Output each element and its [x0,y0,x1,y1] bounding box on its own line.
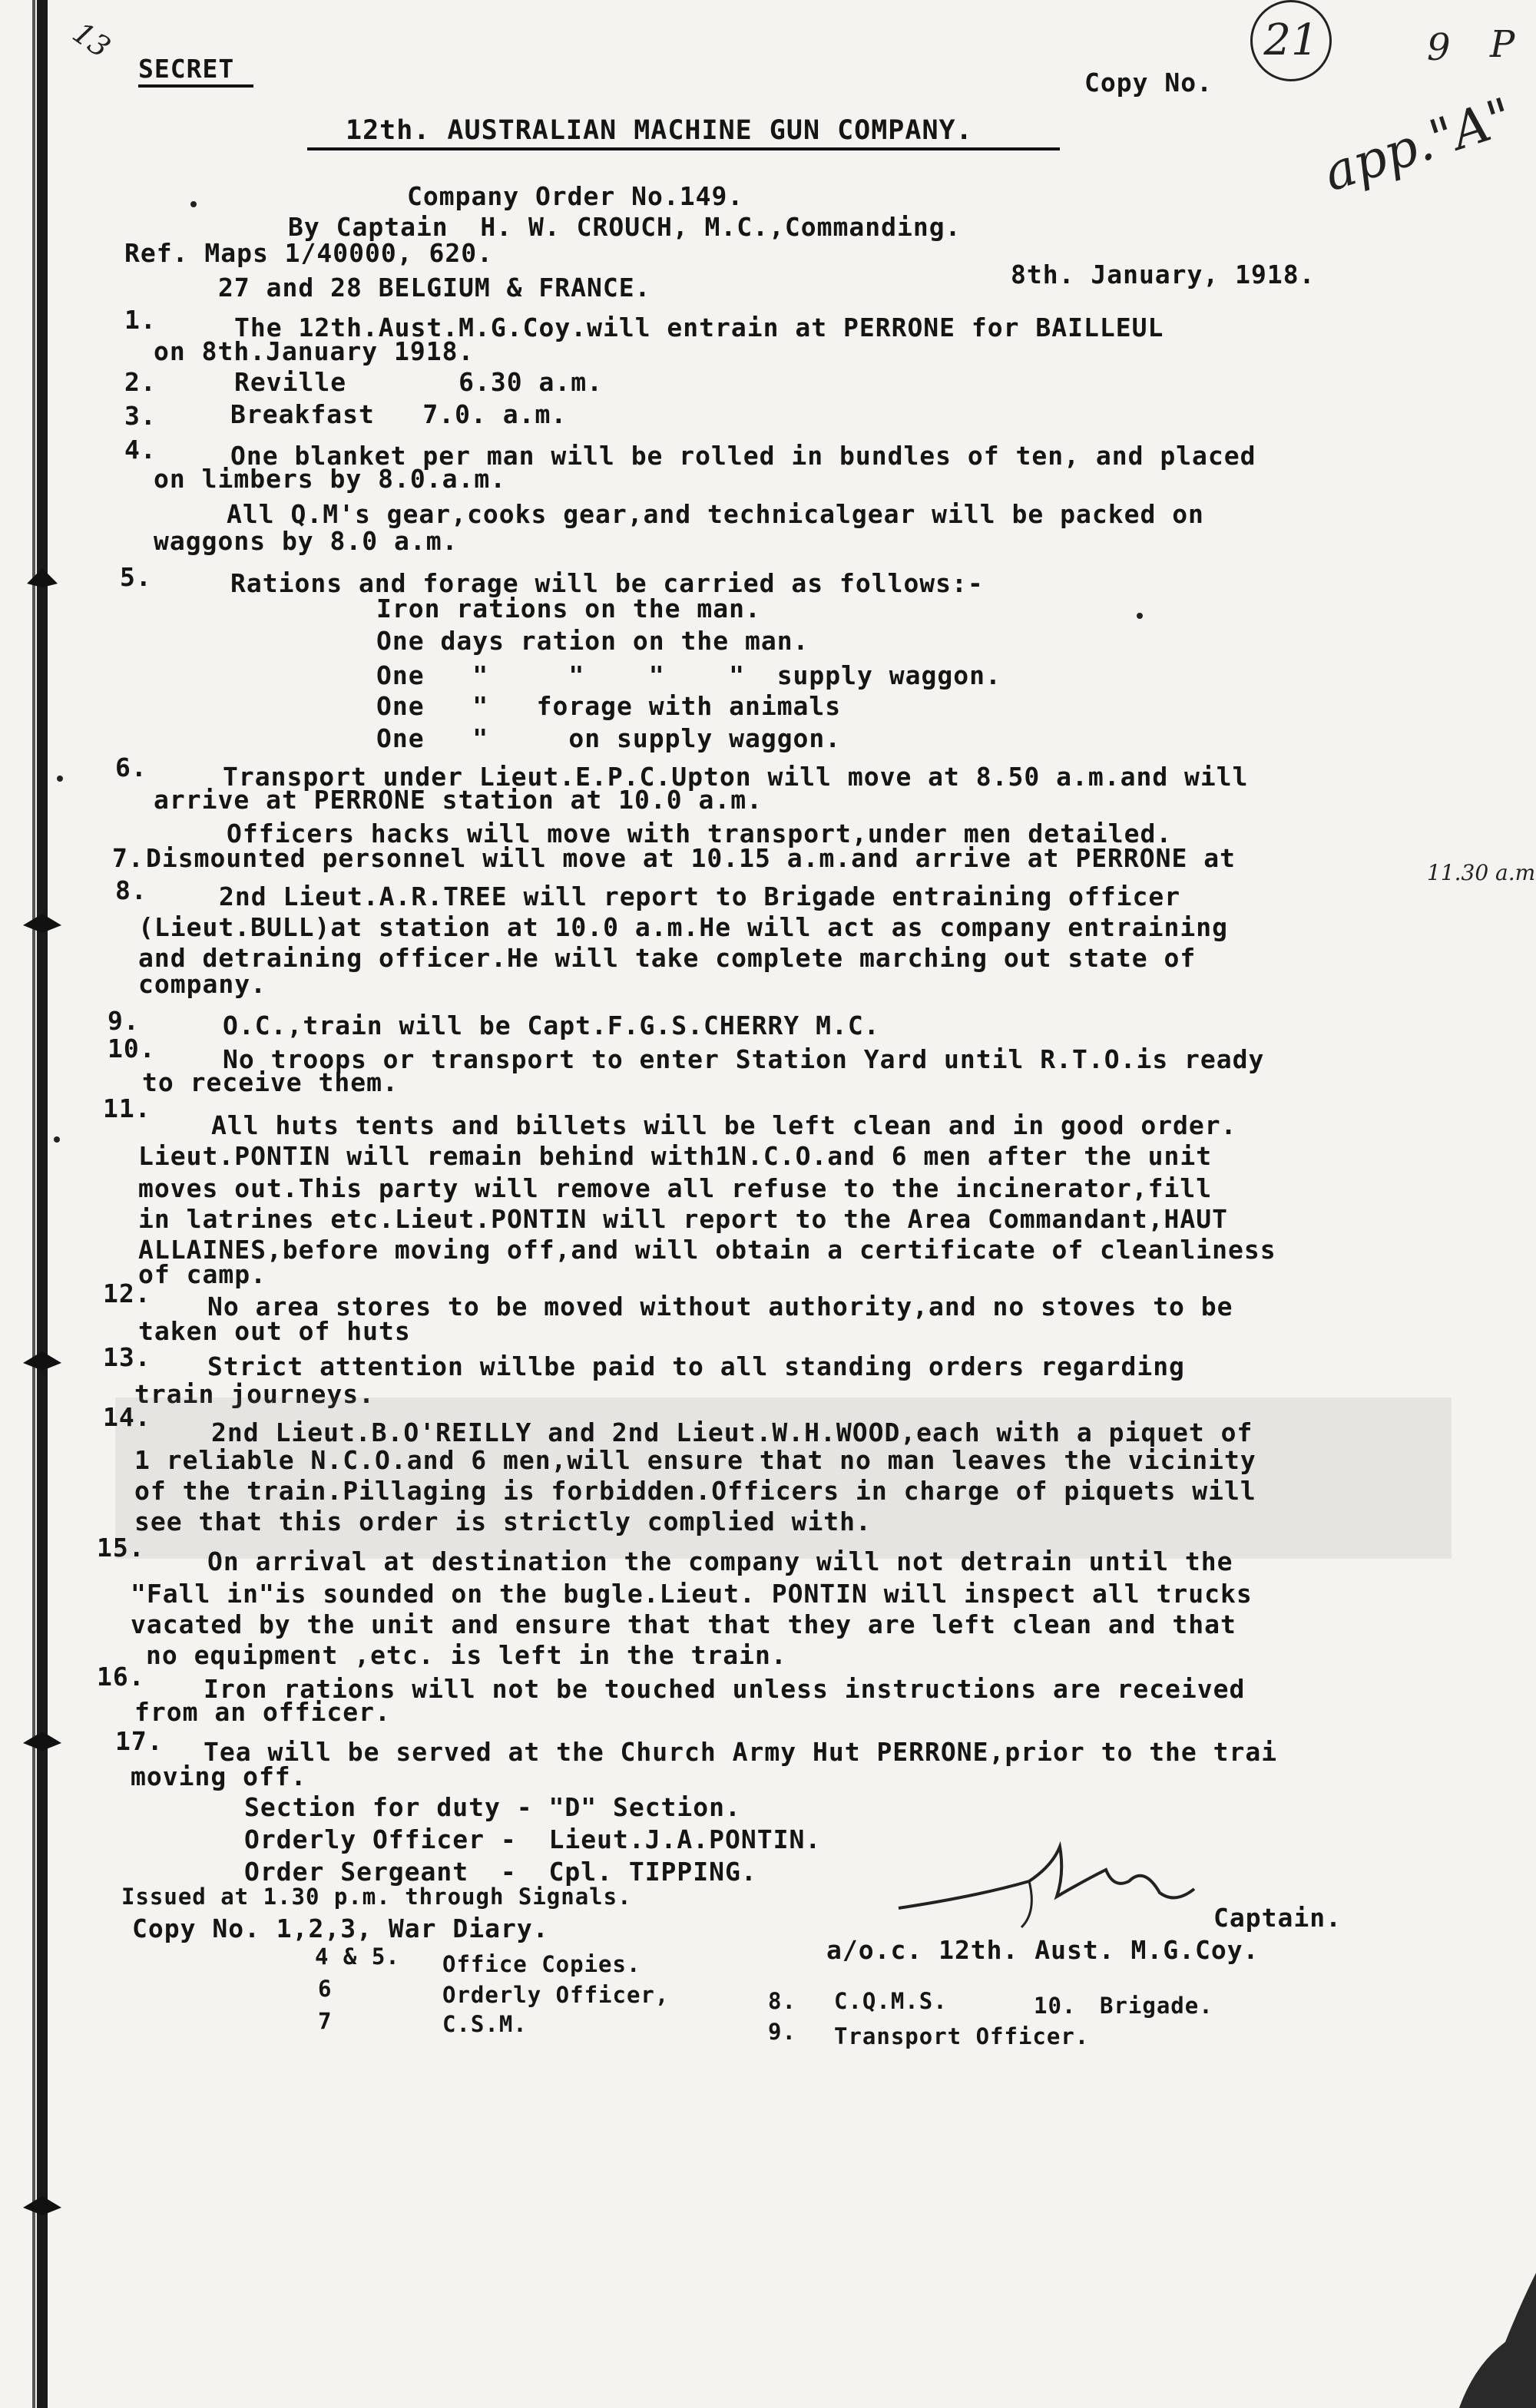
binding-tag-4 [23,1732,61,1751]
commander-line: By Captain H. W. CROUCH, M.C.,Commanding. [288,212,962,242]
para-line: from an officer. [134,1697,391,1727]
copy-label: Copy No. [1084,68,1213,98]
distribution-copies: 10. [1034,1993,1077,2019]
para-line: No area stores to be moved without authority,and no stoves to be [207,1292,1233,1321]
para-line: (Lieut.BULL)at station at 10.0 a.m.He will act as company entraining [138,912,1229,942]
signature-rank: Captain. [1213,1903,1342,1933]
distribution-copies: 4 & 5. [315,1943,400,1970]
para-line: no equipment ,etc. is left in the train. [146,1640,787,1670]
para-line: One " forage with animals [376,691,842,721]
para-line: All huts tents and billets will be left clean and in good order. [211,1110,1237,1140]
para-line: One " " " " supply waggon. [376,660,1001,690]
para-number: 4. [124,435,157,465]
distribution-copies: 8. [768,1988,796,2014]
unit-title-underline [307,147,1060,150]
para-number: 15. [97,1533,145,1563]
distribution-copies: 9. [768,2019,796,2045]
unit-title: 12th. AUSTRALIAN MACHINE GUN COMPANY. [346,115,973,146]
order-title: Company Order No.149. [407,181,744,211]
para-line: and detraining officer.He will take complete marching out state of [138,943,1197,973]
para-line: Iron rations on the man. [376,594,761,624]
para-line: vacated by the unit and ensure that that they are left clean and that [131,1609,1236,1639]
para-line: waggons by 8.0 a.m. [154,526,458,556]
para-line: arrive at PERRONE station at 10.0 a.m. [154,785,763,815]
para-number: 14. [103,1402,151,1432]
para-number: 3. [124,401,157,431]
para-line: moving off. [131,1761,307,1791]
para-line: Tea will be served at the Church Army Hut PERRONE,prior to the trai [204,1737,1278,1767]
ink-speck [1137,613,1143,619]
distribution-copies: 7 [318,2008,333,2034]
para-line: All Q.M's gear,cooks gear,and technicalgear will be packed on [227,499,1204,529]
copy-number-handwritten: 9 [1427,26,1451,69]
para-line: see that this order is strictly complied with. [134,1507,872,1536]
order-date: 8th. January, 1918. [1011,260,1316,289]
ink-speck [190,201,197,207]
para-line: Transport under Lieut.E.P.C.Upton will move at 8.50 a.m.and will [223,762,1249,792]
folio-number: 13 [66,15,117,64]
binding-tag-1 [27,568,58,587]
para-line: One blanket per man will be rolled in bundles of ten, and placed [230,441,1256,471]
para-line: Officers hacks will move with transport,under men detailed. [227,819,1173,848]
para-line: O.C.,train will be Capt.F.G.S.CHERRY M.C. [223,1011,880,1040]
para-line: Breakfast 7.0. a.m. [230,399,568,429]
distribution-copies: 6 [318,1976,333,2002]
classification-stamp: SECRET [138,54,235,84]
para-line: on limbers by 8.0.a.m. [154,464,507,494]
para-number: 10. [108,1034,156,1063]
para-line: "Fall in"is sounded on the bugle.Lieut. PONTIN will inspect all trucks [131,1579,1253,1609]
binding-tag-3 [23,1351,61,1371]
distribution-recipient: C.S.M. [442,2011,528,2037]
para-line: in latrines etc.Lieut.PONTIN will report to the Area Commandant,HAUT [138,1204,1229,1234]
binding-tag-5 [23,2196,61,2215]
ink-speck [57,776,63,782]
para-number: 12. [103,1278,151,1308]
para-line: Reville 6.30 a.m. [234,367,603,397]
para-number: 1. [124,305,157,335]
para-number: 13. [103,1342,151,1372]
ref-maps-line-2: 27 and 28 BELGIUM & FRANCE. [218,273,651,303]
para-line: Strict attention willbe paid to all standing orders regarding [207,1351,1185,1381]
corner-letter: P [1490,23,1515,66]
para-line: 1 reliable N.C.O.and 6 men,will ensure that no man leaves the vicinity [134,1445,1256,1475]
para-number: 7. [112,843,144,873]
para-line: moves out.This party will remove all refuse to the incinerator,fill [138,1173,1213,1203]
para-line: train journeys. [134,1379,376,1409]
para-line: company. [138,969,266,999]
classification-underline [138,84,253,88]
appendix-note: app."A" [1316,86,1520,203]
para-line: On arrival at destination the company will not detrain until the [207,1546,1233,1576]
para-line: Iron rations will not be touched unless instructions are received [204,1674,1246,1704]
ink-speck [54,1136,60,1143]
distribution-heading: Copy No. 1,2,3, War Diary. [132,1914,549,1943]
para-number: 16. [97,1662,145,1692]
para-number: 17. [115,1726,164,1756]
para-line: taken out of huts [138,1316,411,1346]
para-line: No troops or transport to enter Station Yard until R.T.O.is ready [223,1044,1265,1074]
para-line: of the train.Pillaging is forbidden.Officers in charge of piquets will [134,1476,1256,1506]
section-for-duty: Section for duty - "D" Section. [244,1792,741,1822]
issued-line: Issued at 1.30 p.m. through Signals. [121,1884,632,1910]
para-number: 9. [108,1006,140,1036]
signature-unit: a/o.c. 12th. Aust. M.G.Coy. [826,1935,1260,1965]
signature-text [952,1858,1047,1877]
para-number: 6. [115,752,147,782]
para-line: of camp. [138,1259,266,1289]
distribution-recipient: C.Q.M.S. [834,1988,948,2014]
orderly-officer-line: Orderly Officer - Lieut.J.A.PONTIN. [244,1824,822,1854]
binding-cord [0,0,108,2408]
circled-page-number: 21 [1250,0,1332,81]
para-line: The 12th.Aust.M.G.Coy.will entrain at PERRONE for BAILLEUL [234,313,1164,342]
para-number: 5. [120,562,152,592]
para-line: to receive them. [142,1067,399,1097]
para-number: 8. [115,875,147,905]
para-number: 11. [103,1093,151,1123]
signature-scrawl [883,1835,1206,1935]
torn-corner [1444,2273,1536,2408]
para-line: 2nd Lieut.B.O'REILLY and 2nd Lieut.W.H.WOOD,each with a piquet of [211,1417,1253,1447]
order-sergeant-line: Order Sergeant - Cpl. TIPPING. [244,1857,757,1887]
para-line: One " on supply waggon. [376,723,842,753]
para-line: Lieut.PONTIN will remain behind with1N.C.O.and 6 men after the unit [138,1141,1213,1171]
handwritten-time: 11.30 a.m [1427,860,1536,885]
distribution-recipient: Transport Officer. [834,2023,1090,2049]
distribution-recipient: Office Copies. [442,1951,641,1977]
para-line: ALLAINES,before moving off,and will obtain a certificate of cleanliness [138,1235,1276,1265]
para-line: Dismounted personnel will move at 10.15 a.m.and arrive at PERRONE at [146,843,1236,873]
binding-tag-2 [23,914,61,933]
para-line: Rations and forage will be carried as follows:- [230,568,984,598]
ref-maps-line: Ref. Maps 1/40000, 620. [124,238,493,268]
para-number: 2. [124,367,157,397]
para-line: 2nd Lieut.A.R.TREE will report to Brigade entraining officer [219,882,1181,911]
distribution-recipient: Brigade. [1100,1993,1213,2019]
distribution-recipient: Orderly Officer, [442,1982,670,2008]
para-line: on 8th.January 1918. [154,336,475,366]
para-line: One days ration on the man. [376,626,809,656]
